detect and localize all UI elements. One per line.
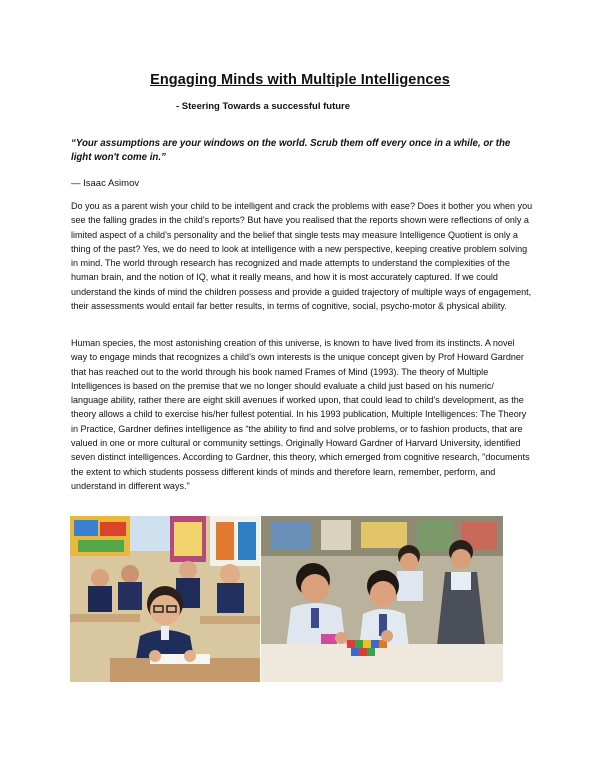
epigraph-quote: “Your assumptions are your windows on the world. Scrub them off every once in a while, or the light won't come in.” [71,138,511,163]
body-paragraph-1: Do you as a parent wish your child to be intelligent and crack the problems with ease? Does it bother you when you see the falling grades in the child’s reports? But have you realised that the reports shown were reflections of only a limited aspect of a child’s personality and the belief that single tests may measure Intelligence Quotient is only a thing of the past? Yes, we do need to look at intelligence with a new perspective, keeping creative problem solving in mind. The world through research has recognized and made attempts to understand the complexities of the human brain, and the notion of IQ, what it really means, and how it is most accurately captured. If we could understand the kinds of mind the children possess and provide a guided trajectory of multiple ways of engagement, their assessments would entail far better results, in terms of cognitive, social, psycho-motor & physical ability. [71,201,533,312]
students-building-blocks-photo [261,516,503,682]
document-subtitle: - Steering Towards a successful future [176,101,351,112]
classroom-students-writing-photo [70,516,260,682]
quote-author: — Isaac Asimov [71,178,140,189]
body-paragraph-2: Human species, the most astonishing creation of this universe, is known to have lived from its instincts. A novel way to engage minds that recognizes a child’s own interests is the unique concept given by Prof Howard Gardner that has reached out to the world through his book named Frames of Mind (1993). The theory of Multiple Intelligences is based on the premise that we no longer should evaluate a child just based on his numeric/ language ability, rather there are eight skill avenues if worked upon, that could lead to child’s development, as the theory allows a child to exercise his/her fullest potential. In his 1993 publication, Multiple Intelligences: The Theory in Practice, Gardner defines intelligence as “the ability to find and solve problems, or to fashion products, that are valued in one or more cultural or community settings. Originally Howard Gardner of Harvard University, identified seven distinct intelligences. According to Gardner, this theory, which emerged from cognitive research, "documents the extent to which students possess different kinds of minds and therefore learn, remember, perform, and understand in different ways." [71,338,530,491]
document-title: Engaging Minds with Multiple Intelligences [150,72,450,88]
